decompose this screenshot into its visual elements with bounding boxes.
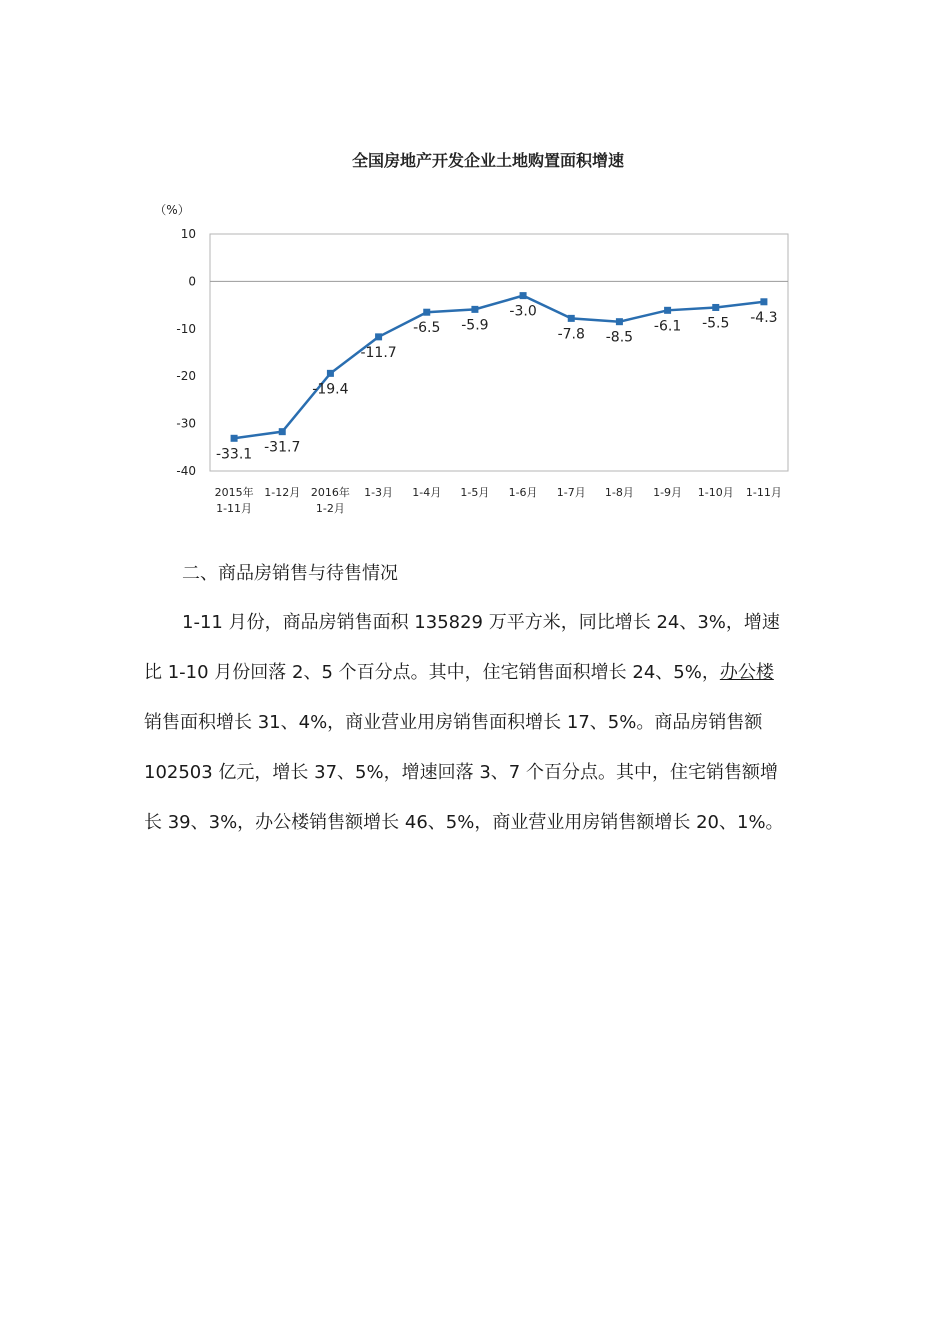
y-tick-label: -10 <box>176 321 196 336</box>
data-labels <box>216 304 778 463</box>
x-tick-label <box>509 486 538 499</box>
data-point <box>712 304 719 311</box>
x-tick-line: 1-6月 <box>508 486 538 499</box>
x-tick-label <box>698 486 734 499</box>
data-label: -11.7 <box>360 344 397 361</box>
x-tick-label <box>364 486 393 499</box>
x-tick-label <box>605 486 634 499</box>
section-heading: 二、商品房销售与待售情况 <box>182 563 398 584</box>
data-points <box>231 292 768 442</box>
y-tick-label: -30 <box>176 416 196 431</box>
data-label: -6.1 <box>653 318 682 335</box>
data-point <box>231 435 238 442</box>
data-point <box>520 292 527 299</box>
chart-title: 全国房地产开发企业土地购置面积增速 <box>351 151 625 170</box>
data-label: -8.5 <box>605 329 634 346</box>
data-label: -5.5 <box>702 315 730 332</box>
paragraph-line: 销售面积增长 31、4%，商业营业用房销售面积增长 17、5%。商品房销售额 <box>144 712 763 733</box>
x-tick-line: 1-4月 <box>412 486 442 499</box>
y-axis-ticks <box>176 227 196 478</box>
data-label: -4.3 <box>750 309 778 326</box>
data-label: -3.0 <box>509 303 537 320</box>
y-tick-label: 0 <box>188 274 196 289</box>
x-tick-line: 1-5月 <box>460 486 490 499</box>
x-tick-label <box>412 486 441 499</box>
data-point <box>568 315 575 322</box>
y-unit-label: （%） <box>154 203 190 217</box>
x-tick-label <box>557 486 586 499</box>
x-tick-line: 2016年 <box>310 486 350 499</box>
y-tick-label: 10 <box>180 227 196 241</box>
x-tick-label <box>460 486 489 499</box>
x-tick-label <box>264 486 300 499</box>
paragraph-line: 1-11 月份，商品房销售面积 135829 万平方米，同比增长 24、3%，增速 <box>182 612 780 633</box>
data-point <box>327 370 334 377</box>
y-tick-label: -40 <box>176 464 196 478</box>
x-tick-line: 1-2月 <box>315 502 345 515</box>
data-point <box>471 306 478 313</box>
line-chart <box>0 0 950 540</box>
x-tick-line: 1-11月 <box>216 502 253 515</box>
x-tick-line: 1-3月 <box>364 486 394 499</box>
data-point <box>664 307 671 314</box>
x-tick-line: 1-10月 <box>697 486 734 499</box>
y-tick-label: -20 <box>176 369 196 384</box>
data-label: -33.1 <box>215 446 253 463</box>
x-tick-line: 1-11月 <box>745 486 782 499</box>
x-tick-line: 2015年 <box>214 486 254 499</box>
data-label: -31.7 <box>264 439 301 456</box>
x-tick-label <box>746 486 782 499</box>
paragraph-line: 102503 亿元，增长 37、5%，增速回落 3、7 个百分点。其中，住宅销售额增 <box>144 762 778 783</box>
x-tick-line: 1-8月 <box>604 486 634 499</box>
x-tick-label <box>311 485 350 515</box>
x-tick-label <box>653 486 682 499</box>
paragraph-line: 长 39、3%，办公楼销售额增长 46、5%，商业营业用房销售额增长 20、1%。 <box>144 812 784 833</box>
x-tick-line: 1-9月 <box>653 486 683 499</box>
data-label: -6.5 <box>413 320 441 337</box>
paragraph-line <box>144 648 824 698</box>
data-label: -19.4 <box>312 381 349 398</box>
series-line <box>234 296 764 439</box>
x-tick-label <box>215 485 254 515</box>
office-building-term: 办公楼 <box>719 662 774 683</box>
data-point <box>279 428 286 435</box>
data-label: -5.9 <box>461 317 489 334</box>
body-paragraph <box>144 598 824 848</box>
x-tick-line: 1-7月 <box>556 486 586 499</box>
data-point <box>616 318 623 325</box>
x-axis-ticks <box>215 485 782 515</box>
data-label: -7.8 <box>557 326 585 343</box>
data-point <box>375 333 382 340</box>
data-point <box>423 309 430 316</box>
paragraph-line-text: 比 1-10 月份回落 2、5 个百分点。其中，住宅销售面积增长 24、5%， <box>144 662 720 683</box>
x-tick-line: 1-12月 <box>264 486 301 499</box>
data-point <box>760 298 767 305</box>
plot-area <box>210 234 788 471</box>
